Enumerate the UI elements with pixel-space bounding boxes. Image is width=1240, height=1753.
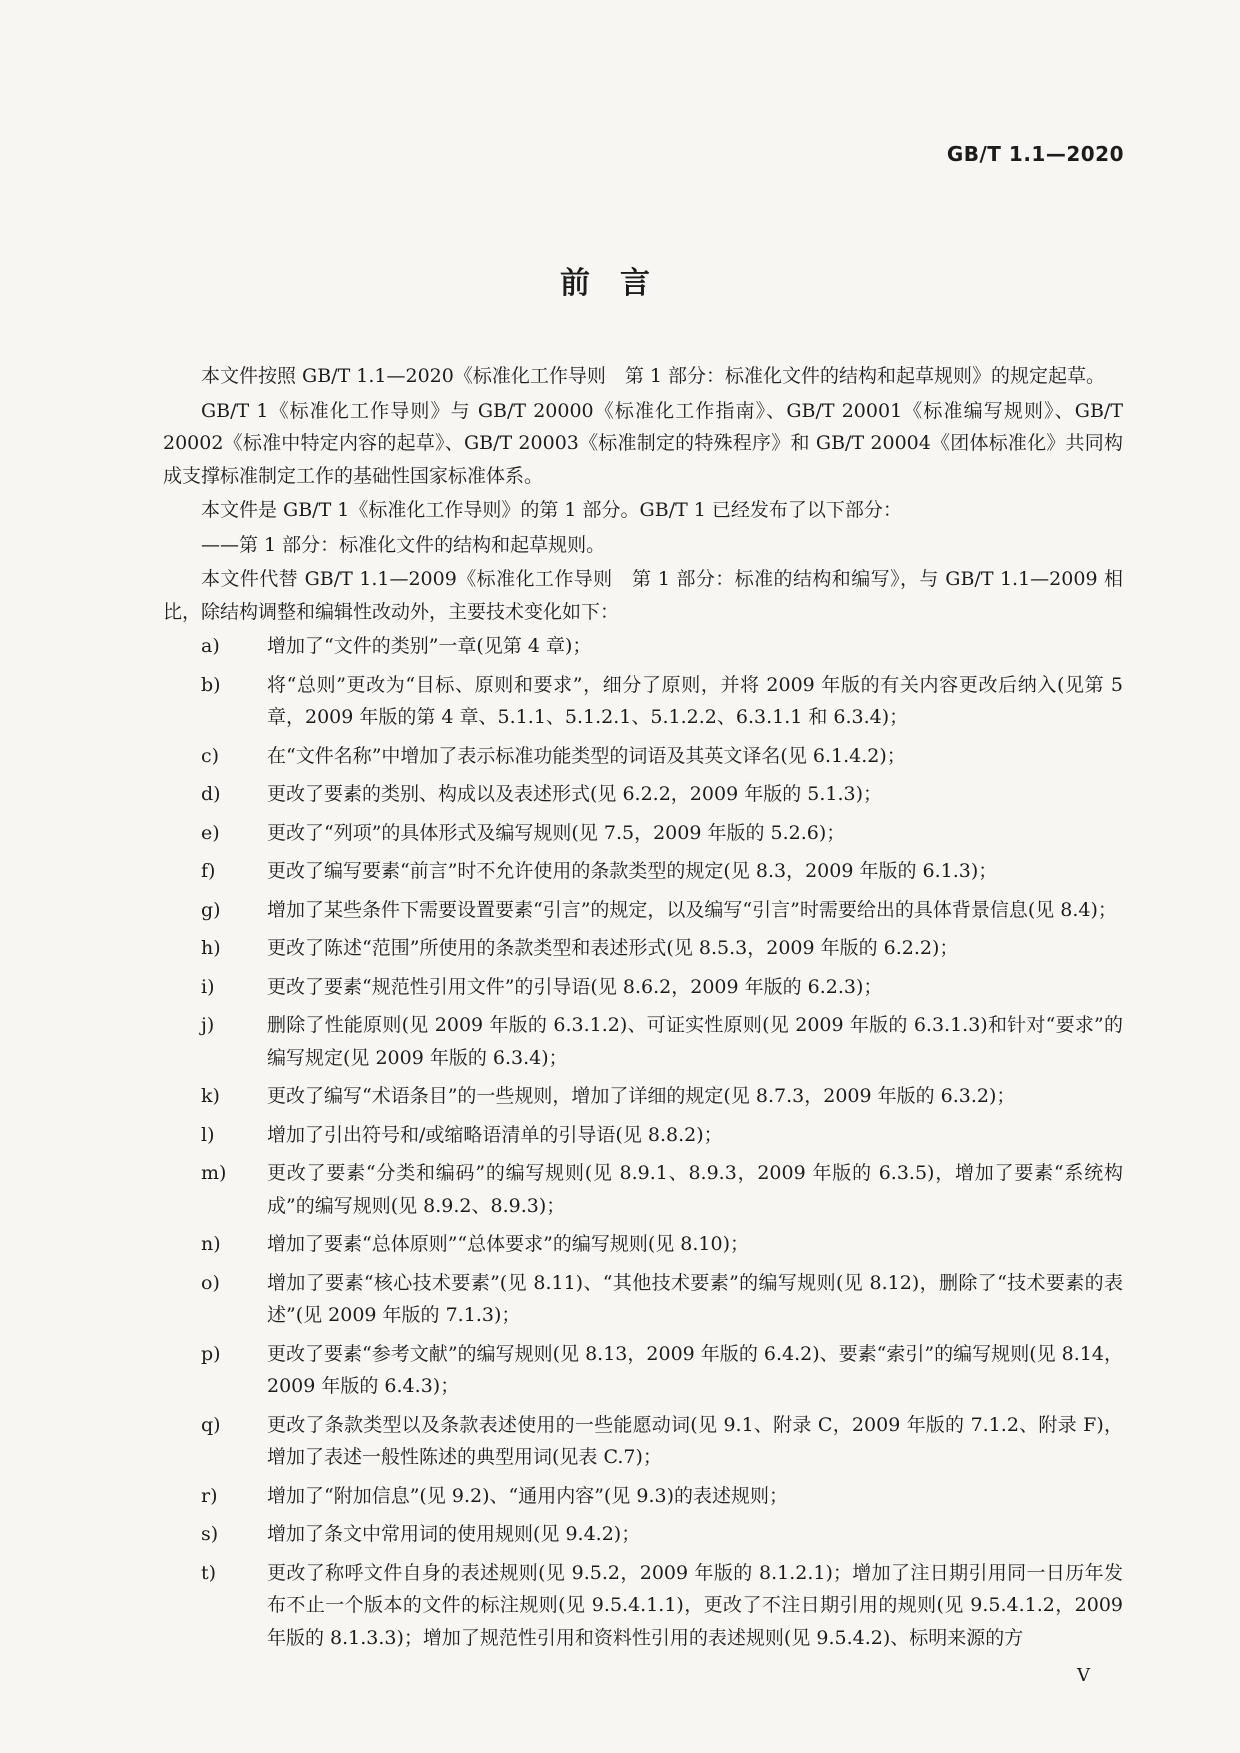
list-item-label: m) (201, 1162, 227, 1184)
list-item-label: a) (201, 635, 220, 657)
list-item-text: 更改了“列项”的具体形式及编写规则(见 7.5，2009 年版的 5.2.6)； (267, 821, 846, 844)
list-item-label: n) (201, 1233, 221, 1255)
list-item (163, 855, 1123, 888)
list-item (163, 630, 1123, 663)
list-item (163, 1338, 1123, 1403)
list-item-text: 将“总则”更改为“目标、原则和要求”，细分了原则，并将 2009 年版的有关内容更改后纳入(见第 5 章，2009 年版的第 4 章、5.1.1、5.1.2.1、5.1.2.2、6.3.1.1 和 6.3.4)； (267, 673, 1123, 728)
list-item-label: q) (201, 1413, 221, 1436)
list-item (163, 1518, 1123, 1551)
list-item-text: 更改了称呼文件自身的表述规则(见 9.5.2，2009 年版的 8.1.2.1)；增加了注日期引用同一日历年发布不止一个版本的文件的标注规则(见 9.5.4.1.1)，更改了不注日期引用的规则(见 9.5.4.1.2，2009 年版的 8.1.3.3)；增加了规范性引用和资料性引用的表述规则(见 9.5.4.2)、标明来源的方 (267, 1561, 1123, 1649)
list-item-label: b) (201, 673, 221, 696)
list-item (163, 1409, 1123, 1474)
list-item-text: 更改了要素“参考文献”的编写规则(见 8.13，2009 年版的 6.4.2)、要素“索引”的编写规则(见 8.14，2009 年版的 6.4.3)； (267, 1342, 1123, 1397)
standard-code: GB/T 1.1—2020 (946, 142, 1124, 166)
list-item-text: 更改了编写要素“前言”时不允许使用的条款类型的规定(见 8.3，2009 年版的 6.1.3)； (267, 860, 998, 882)
list-item (163, 778, 1123, 811)
list-item (163, 740, 1123, 773)
list-item-text: 更改了要素“分类和编码”的编写规则(见 8.9.1、8.9.3，2009 年版的 6.3.5)，增加了要素“系统构成”的编写规则(见 8.9.2、8.9.3)； (267, 1162, 1123, 1217)
list-item-text: 更改了条款类型以及条款表述使用的一些能愿动词(见 9.1、附录 C，2009 年版的 7.1.2、附录 F)，增加了表述一般性陈述的典型用词(见表 C.7)； (267, 1413, 1123, 1468)
list-item-label: p) (201, 1342, 221, 1365)
list-item-label: i) (201, 975, 215, 998)
list-item-text: 增加了条文中常用词的使用规则(见 9.4.2)； (267, 1523, 641, 1545)
list-item (163, 817, 1123, 850)
list-item-label: k) (201, 1085, 220, 1107)
list-item-text: 更改了编写“术语条目”的一些规则，增加了详细的规定(见 8.7.3，2009 年版的 6.3.2)； (267, 1085, 1016, 1107)
paragraph-part-info: 本文件是 GB/T 1《标准化工作导则》的第 1 部分。GB/T 1 已经发布了以下部分： (201, 499, 902, 521)
list-item-text: 增加了某些条件下需要设置要素“引言”的规定，以及编写“引言”时需要给出的具体背景信息(见 8.4)； (267, 898, 1117, 921)
page-title: 前言 (560, 266, 680, 301)
list-item (163, 1557, 1123, 1655)
list-item-text: 增加了“附加信息”(见 9.2)、“通用内容”(见 9.3)的表述规则； (267, 1484, 789, 1507)
list-item-label: r) (201, 1484, 218, 1507)
paragraph-replacement: 本文件代替 GB/T 1.1—2009《标准化工作导则 第 1 部分：标准的结构和编写》，与 GB/T 1.1—2009 相比，除结构调整和编辑性改动外，主要技术变化如下： (163, 568, 1123, 623)
list-item (163, 1080, 1123, 1113)
list-item-label: d) (201, 783, 221, 805)
list-item-text: 增加了引出符号和/或缩略语清单的引导语(见 8.8.2)； (267, 1123, 723, 1146)
list-item-label: c) (201, 744, 220, 767)
list-item-label: j) (201, 1014, 215, 1036)
list-item (163, 1228, 1123, 1261)
list-item-label: g) (201, 898, 221, 921)
list-item-label: f) (201, 860, 216, 882)
list-item-text: 增加了要素“总体原则”“总体要求”的编写规则(见 8.10)； (267, 1233, 750, 1255)
list-item (163, 1009, 1123, 1074)
list-item-text: 增加了要素“核心技术要素”(见 8.11)、“其他技术要素”的编写规则(见 8.12)，删除了“技术要素的表述”(见 2009 年版的 7.1.3)； (267, 1271, 1123, 1326)
list-item (163, 1119, 1123, 1152)
list-item-text: 更改了要素的类别、构成以及表述形式(见 6.2.2，2009 年版的 5.1.3)； (267, 783, 882, 805)
list-item (163, 1267, 1123, 1332)
list-item-label: e) (201, 821, 220, 844)
list-item-text: 更改了要素“规范性引用文件”的引导语(见 8.6.2，2009 年版的 6.2.3)； (267, 975, 883, 998)
list-item (163, 1157, 1123, 1222)
list-item (163, 1480, 1123, 1513)
technical-changes-list (163, 630, 1123, 1654)
list-item (163, 971, 1123, 1004)
list-item-text: 在“文件名称”中增加了表示标准功能类型的词语及其英文译名(见 6.1.4.2)； (267, 744, 906, 767)
list-item-label: l) (201, 1123, 215, 1146)
list-item-text: 删除了性能原则(见 2009 年版的 6.3.1.2)、可证实性原则(见 2009 年版的 6.3.1.3)和针对“要求”的编写规定(见 2009 年版的 6.3.4)； (267, 1014, 1123, 1069)
list-item-text: 更改了陈述“范围”所使用的条款类型和表述形式(见 8.5.3，2009 年版的 6.2.2)； (267, 937, 959, 959)
document-body (163, 360, 1123, 1660)
paragraph-standard-system: GB/T 1《标准化工作导则》与 GB/T 20000《标准化工作指南》、GB/T 20001《标准编写规则》、GB/T 20002《标准中特定内容的起草》、GB/T 20003《标准制定的特殊程序》和 GB/T 20004《团体标准化》共同构成支撑标准制定工作的基础性国家标准体系。 (163, 399, 1123, 487)
page-number: V (1077, 1665, 1090, 1686)
list-item (163, 932, 1123, 965)
list-item-label: h) (201, 937, 221, 959)
list-item-label: t) (201, 1561, 217, 1584)
list-item-label: s) (201, 1523, 219, 1545)
list-item (163, 669, 1123, 734)
list-item-label: o) (201, 1271, 220, 1294)
dash-item-part-1: ——第 1 部分：标准化文件的结构和起草规则。 (201, 533, 606, 556)
list-item (163, 894, 1123, 927)
paragraph-drafting-basis: 本文件按照 GB/T 1.1—2020《标准化工作导则 第 1 部分：标准化文件的结构和起草规则》的规定起草。 (201, 365, 1106, 387)
list-item-text: 增加了“文件的类别”一章(见第 4 章)； (267, 635, 592, 657)
